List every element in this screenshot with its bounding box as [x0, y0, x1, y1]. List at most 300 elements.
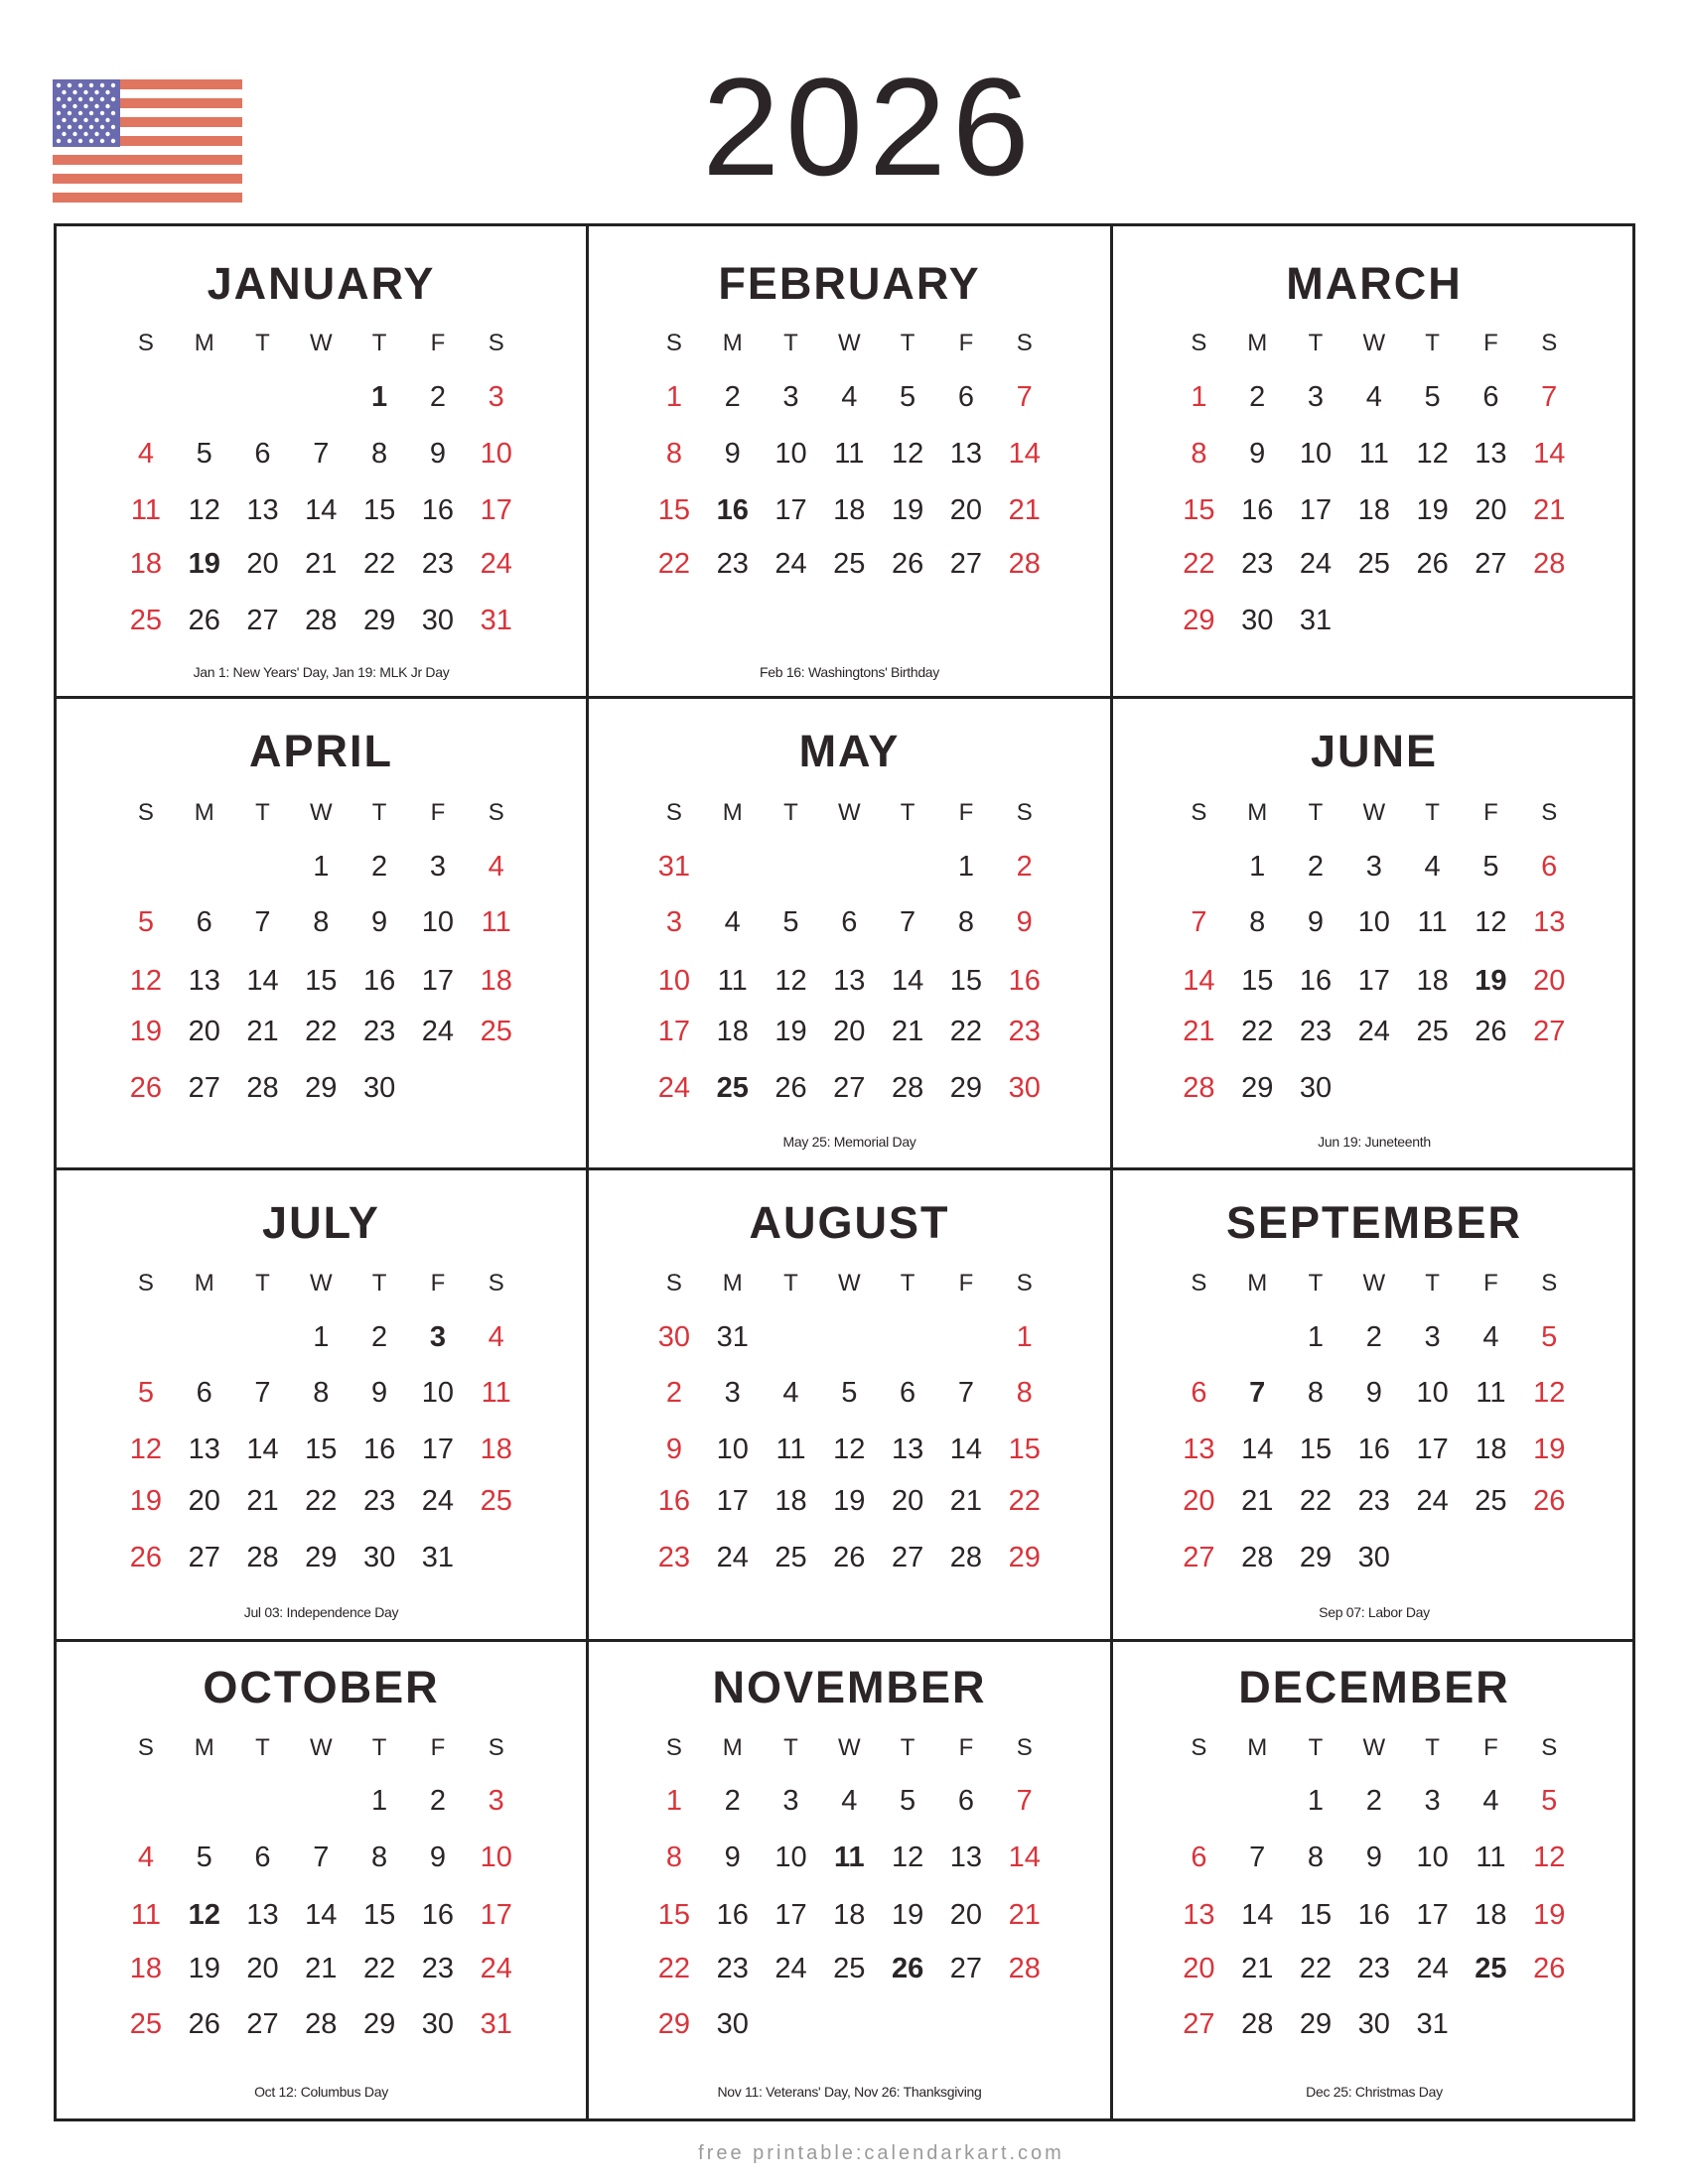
day-cell	[1344, 1316, 1403, 1358]
day-number: 10	[1357, 906, 1390, 938]
day-number: 15	[1008, 1433, 1041, 1465]
month-title: JUNE	[1310, 726, 1439, 776]
day-cell	[995, 1837, 1054, 1878]
day-number: 23	[421, 1953, 455, 1984]
day-number: 20	[188, 1016, 220, 1047]
day-number: 22	[1183, 548, 1215, 580]
day-number: 5	[137, 1377, 154, 1409]
day-number: 4	[488, 851, 504, 883]
day-number: 6	[1541, 851, 1558, 883]
day-number: 21	[246, 1016, 279, 1047]
day-number: 18	[129, 548, 163, 580]
day-cell	[1462, 1372, 1520, 1414]
day-cell	[820, 376, 879, 418]
day-cell	[117, 1011, 176, 1052]
week-row	[645, 489, 1055, 531]
day-number: 27	[246, 605, 279, 636]
day-cell	[1462, 1894, 1520, 1936]
holiday-day-cell	[1462, 1948, 1520, 1989]
weekday-label: S	[1541, 799, 1558, 826]
weekday-label: M	[194, 1270, 214, 1297]
day-number: 17	[716, 1485, 749, 1517]
day-number: 13	[891, 1433, 924, 1465]
day-number: 7	[1249, 1842, 1266, 1873]
day-cell	[879, 543, 937, 585]
day-number: 28	[1241, 1542, 1274, 1573]
day-cell	[995, 1537, 1054, 1578]
day-cell	[1520, 1948, 1579, 1989]
day-cell	[409, 2003, 468, 2045]
day-cell	[645, 1372, 704, 1414]
weekday-label: S	[1541, 330, 1558, 356]
day-number: 3	[1365, 851, 1382, 883]
day-number: 4	[1424, 851, 1441, 883]
day-number: 9	[371, 906, 388, 938]
day-number: 5	[137, 906, 154, 938]
day-cell	[1287, 1537, 1345, 1578]
day-cell	[1462, 433, 1520, 475]
day-cell	[292, 1894, 351, 1936]
weekday-label: F	[958, 1270, 974, 1297]
day-number: 28	[1008, 548, 1041, 580]
weekday-label: M	[722, 1270, 743, 1297]
holiday-note: Oct 12: Columbus Day	[254, 2084, 388, 2100]
day-number: 25	[1357, 548, 1390, 580]
day-number: 24	[657, 1072, 691, 1104]
day-cell	[937, 1372, 996, 1414]
weekday-label: F	[1483, 1270, 1498, 1297]
day-number: 4	[841, 381, 858, 413]
weekday-label: F	[430, 330, 446, 356]
day-number: 28	[1241, 2008, 1274, 2040]
day-number: 18	[1475, 1433, 1507, 1465]
day-number: 11	[775, 1433, 806, 1465]
day-number: 22	[305, 1016, 338, 1047]
weekday-label: S	[665, 330, 682, 356]
day-cell	[1520, 1011, 1579, 1052]
day-cell	[351, 1480, 409, 1522]
day-cell	[175, 1011, 233, 1052]
day-cell	[351, 901, 409, 943]
weekday-label: F	[430, 799, 446, 826]
day-cell	[175, 901, 233, 943]
day-cell	[820, 1537, 879, 1578]
day-number: 27	[1183, 2008, 1215, 2040]
day-cell	[1462, 1316, 1520, 1358]
day-cell	[233, 433, 292, 475]
day-cell	[645, 960, 704, 1002]
week-row	[1170, 376, 1579, 418]
day-cell	[1287, 1837, 1345, 1878]
day-number: 1	[313, 851, 330, 883]
month-title: AUGUST	[749, 1197, 950, 1248]
day-cell	[292, 1537, 351, 1578]
day-cell	[292, 489, 351, 531]
day-number: 6	[1482, 381, 1499, 413]
day-cell	[937, 543, 996, 585]
day-number: 4	[724, 906, 741, 938]
day-number: 30	[1241, 605, 1274, 636]
day-number: 1	[313, 1321, 330, 1353]
day-number: 8	[665, 438, 682, 470]
day-number: 29	[949, 1072, 983, 1104]
day-cell	[1228, 543, 1287, 585]
week-row	[645, 543, 1055, 585]
day-cell	[351, 1537, 409, 1578]
day-cell	[1462, 846, 1520, 887]
day-number: 12	[188, 494, 220, 526]
day-cell	[1344, 846, 1403, 887]
day-cell	[409, 901, 468, 943]
day-number: 16	[421, 494, 455, 526]
month-title: JULY	[262, 1197, 380, 1248]
day-number: 12	[1533, 1842, 1566, 1873]
weekday-label: M	[194, 330, 214, 356]
day-cell	[995, 1067, 1054, 1109]
day-number: 24	[1299, 548, 1333, 580]
day-cell	[1228, 1837, 1287, 1878]
week-row	[117, 901, 526, 943]
day-number: 4	[782, 1377, 799, 1409]
day-number: 6	[254, 1842, 271, 1873]
day-number: 15	[305, 1433, 338, 1465]
day-number: 20	[1183, 1485, 1215, 1517]
day-cell	[645, 1894, 704, 1936]
day-number: 14	[1533, 438, 1566, 470]
day-number: 30	[1357, 2008, 1390, 2040]
weekday-header	[1170, 792, 1579, 834]
holiday-day-cell	[409, 1316, 468, 1358]
day-cell	[879, 1837, 937, 1878]
day-number: 3	[429, 1321, 446, 1353]
day-cell	[292, 846, 351, 887]
day-number: 13	[1183, 1899, 1215, 1931]
day-cell	[467, 846, 525, 887]
week-row	[645, 433, 1055, 475]
day-cell	[937, 1894, 996, 1936]
day-number: 15	[362, 1899, 396, 1931]
day-number: 4	[1365, 381, 1382, 413]
day-number: 24	[1416, 1953, 1449, 1984]
holiday-day-cell	[703, 1067, 762, 1109]
day-number: 15	[1241, 965, 1274, 997]
day-number: 13	[1183, 1433, 1215, 1465]
day-cell	[1462, 1011, 1520, 1052]
day-number: 11	[481, 1377, 511, 1409]
day-cell	[762, 1429, 820, 1470]
week-row	[117, 1780, 526, 1822]
day-cell	[1287, 1372, 1345, 1414]
day-cell	[645, 901, 704, 943]
day-cell	[175, 1372, 233, 1414]
day-cell	[1520, 1780, 1579, 1822]
day-cell	[762, 960, 820, 1002]
day-cell	[1228, 1948, 1287, 1989]
day-cell	[820, 433, 879, 475]
day-number: 19	[891, 494, 924, 526]
month-title: NOVEMBER	[712, 1662, 987, 1712]
day-number: 19	[129, 1016, 163, 1047]
day-cell	[645, 846, 704, 887]
day-cell	[1287, 1429, 1345, 1470]
day-cell	[1287, 1780, 1345, 1822]
day-number: 1	[1307, 1321, 1325, 1353]
week-row	[645, 1948, 1055, 1989]
day-cell	[233, 1067, 292, 1109]
day-cell	[467, 433, 525, 475]
day-number: 30	[421, 605, 455, 636]
day-cell	[467, 489, 525, 531]
weekday-label: F	[958, 330, 974, 356]
holiday-note: Jun 19: Juneteenth	[1318, 1134, 1431, 1150]
weekday-label: W	[1362, 799, 1386, 826]
day-number: 4	[1482, 1785, 1499, 1817]
day-number: 2	[724, 1785, 741, 1817]
day-cell	[117, 901, 176, 943]
week-row	[117, 1948, 526, 1989]
day-number: 3	[782, 381, 799, 413]
day-number: 29	[657, 2008, 691, 2040]
day-number: 8	[1307, 1377, 1325, 1409]
weekday-label: T	[783, 1734, 798, 1761]
day-cell	[1344, 2003, 1403, 2045]
day-number: 3	[782, 1785, 799, 1817]
day-cell	[995, 846, 1054, 887]
day-cell	[820, 1067, 879, 1109]
day-number: 5	[196, 1842, 212, 1873]
day-number: 25	[833, 548, 866, 580]
day-number: 5	[1541, 1321, 1558, 1353]
day-cell	[762, 489, 820, 531]
day-number: 2	[1365, 1785, 1382, 1817]
day-number: 22	[1299, 1485, 1333, 1517]
day-number: 28	[1533, 548, 1566, 580]
day-number: 29	[305, 1542, 338, 1573]
day-number: 16	[1008, 965, 1041, 997]
day-number: 26	[129, 1072, 163, 1104]
weekday-label: S	[1541, 1270, 1558, 1297]
day-cell	[820, 901, 879, 943]
day-cell	[175, 960, 233, 1002]
day-cell	[820, 1372, 879, 1414]
day-cell	[1520, 1372, 1579, 1414]
day-cell	[351, 1429, 409, 1470]
day-number: 22	[362, 1953, 396, 1984]
day-cell	[467, 1316, 525, 1358]
day-cell	[175, 600, 233, 641]
day-cell	[409, 433, 468, 475]
day-cell	[1344, 1537, 1403, 1578]
month-title: MARCH	[1286, 258, 1463, 309]
day-cell	[937, 1948, 996, 1989]
day-number: 13	[246, 1899, 279, 1931]
week-row	[1170, 1837, 1579, 1878]
day-cell	[645, 1780, 704, 1822]
day-number: 26	[188, 605, 220, 636]
day-number: 14	[1008, 1842, 1041, 1873]
day-number: 16	[1241, 494, 1274, 526]
weekday-label: S	[1016, 1734, 1033, 1761]
day-cell	[117, 1894, 176, 1936]
day-number: 17	[1416, 1899, 1449, 1931]
day-cell	[703, 1429, 762, 1470]
month-title: DECEMBER	[1238, 1662, 1510, 1712]
weekday-label: T	[783, 1270, 798, 1297]
day-number: 27	[188, 1542, 220, 1573]
day-cell	[351, 1067, 409, 1109]
day-number: 18	[480, 965, 512, 997]
weekday-header	[117, 792, 526, 834]
day-number: 12	[833, 1433, 866, 1465]
day-number: 26	[774, 1072, 807, 1104]
week-row	[1170, 1429, 1579, 1470]
day-number: 3	[724, 1377, 741, 1409]
day-cell	[1287, 543, 1345, 585]
day-cell	[1403, 433, 1462, 475]
day-number: 15	[1299, 1899, 1333, 1931]
weekday-label: S	[1016, 330, 1033, 356]
day-number: 23	[362, 1016, 396, 1047]
weekday-label: T	[1308, 799, 1324, 826]
day-number: 3	[1424, 1321, 1441, 1353]
day-number: 22	[949, 1016, 983, 1047]
weekday-label: M	[1247, 330, 1268, 356]
day-number: 10	[774, 1842, 807, 1873]
day-number: 10	[774, 438, 807, 470]
day-cell	[1403, 960, 1462, 1002]
day-number: 19	[1533, 1433, 1566, 1465]
day-cell	[1170, 376, 1228, 418]
day-number: 20	[1475, 494, 1507, 526]
day-cell	[351, 1372, 409, 1414]
day-number: 7	[1249, 1377, 1266, 1409]
day-cell	[233, 1537, 292, 1578]
day-number: 14	[1183, 965, 1215, 997]
day-cell	[1170, 2003, 1228, 2045]
day-cell	[467, 1780, 525, 1822]
day-cell	[233, 1372, 292, 1414]
day-cell	[762, 1067, 820, 1109]
day-number: 6	[841, 906, 858, 938]
day-cell	[292, 1948, 351, 1989]
day-number: 16	[1299, 965, 1333, 997]
day-cell	[1403, 1948, 1462, 1989]
week-row	[117, 1429, 526, 1470]
day-cell	[351, 1894, 409, 1936]
day-cell	[351, 1011, 409, 1052]
holiday-note: Sep 07: Labor Day	[1319, 1604, 1430, 1620]
day-cell	[233, 543, 292, 585]
day-number: 8	[1249, 906, 1266, 938]
day-cell	[879, 376, 937, 418]
day-cell	[467, 1372, 525, 1414]
day-number: 19	[1475, 965, 1507, 997]
holiday-day-cell	[820, 1837, 879, 1878]
holiday-day-cell	[175, 543, 233, 585]
day-number: 7	[1016, 1785, 1033, 1817]
day-cell	[467, 543, 525, 585]
day-number: 17	[1299, 494, 1333, 526]
day-number: 12	[891, 438, 924, 470]
weekday-header	[117, 323, 526, 364]
day-cell	[1344, 901, 1403, 943]
day-number: 18	[1357, 494, 1390, 526]
weekday-label: W	[309, 1270, 333, 1297]
day-number: 10	[657, 965, 691, 997]
day-number: 8	[665, 1842, 682, 1873]
day-number: 30	[657, 1321, 691, 1353]
day-cell	[1287, 1316, 1345, 1358]
day-number: 25	[1416, 1016, 1449, 1047]
day-cell	[1287, 1011, 1345, 1052]
day-number: 13	[1475, 438, 1507, 470]
day-cell	[1228, 600, 1287, 641]
day-cell	[762, 1372, 820, 1414]
day-number: 28	[949, 1542, 983, 1573]
day-cell	[292, 543, 351, 585]
month-title: MAY	[798, 726, 901, 776]
day-number: 30	[421, 2008, 455, 2040]
day-cell	[645, 489, 704, 531]
day-number: 8	[313, 906, 330, 938]
day-cell	[1287, 1894, 1345, 1936]
day-number: 26	[891, 1953, 924, 1984]
weekday-label: T	[255, 1734, 270, 1761]
day-cell	[995, 1780, 1054, 1822]
weekday-label: S	[1191, 330, 1207, 356]
day-cell	[703, 433, 762, 475]
month-february	[589, 226, 1110, 696]
weekday-label: T	[371, 799, 387, 826]
day-number: 15	[305, 965, 338, 997]
day-number: 8	[371, 438, 388, 470]
day-cell	[1462, 489, 1520, 531]
day-cell	[1228, 846, 1287, 887]
day-cell	[233, 489, 292, 531]
day-cell	[1170, 1837, 1228, 1878]
weekday-label: S	[1016, 799, 1033, 826]
day-cell	[1170, 1948, 1228, 1989]
day-number: 21	[246, 1485, 279, 1517]
day-number: 18	[1475, 1899, 1507, 1931]
day-number: 24	[480, 548, 512, 580]
week-row	[645, 1780, 1055, 1822]
day-number: 7	[254, 906, 271, 938]
day-number: 16	[362, 1433, 396, 1465]
day-cell	[1520, 1837, 1579, 1878]
day-cell	[1228, 2003, 1287, 2045]
day-number: 16	[1357, 1433, 1390, 1465]
day-number: 13	[949, 438, 983, 470]
day-cell	[409, 543, 468, 585]
weekday-label: M	[722, 330, 743, 356]
day-number: 18	[833, 1899, 866, 1931]
day-number: 10	[480, 438, 512, 470]
day-cell	[1462, 1480, 1520, 1522]
day-number: 9	[371, 1377, 388, 1409]
day-cell	[1344, 1372, 1403, 1414]
day-number: 14	[246, 1433, 279, 1465]
week-row	[1170, 1537, 1579, 1578]
day-cell	[995, 1429, 1054, 1470]
weekday-label: W	[837, 1734, 861, 1761]
day-cell	[1170, 1372, 1228, 1414]
day-cell	[879, 1372, 937, 1414]
day-cell	[117, 1837, 176, 1878]
day-cell	[1228, 960, 1287, 1002]
day-number: 9	[1365, 1377, 1382, 1409]
day-number: 11	[130, 494, 161, 526]
